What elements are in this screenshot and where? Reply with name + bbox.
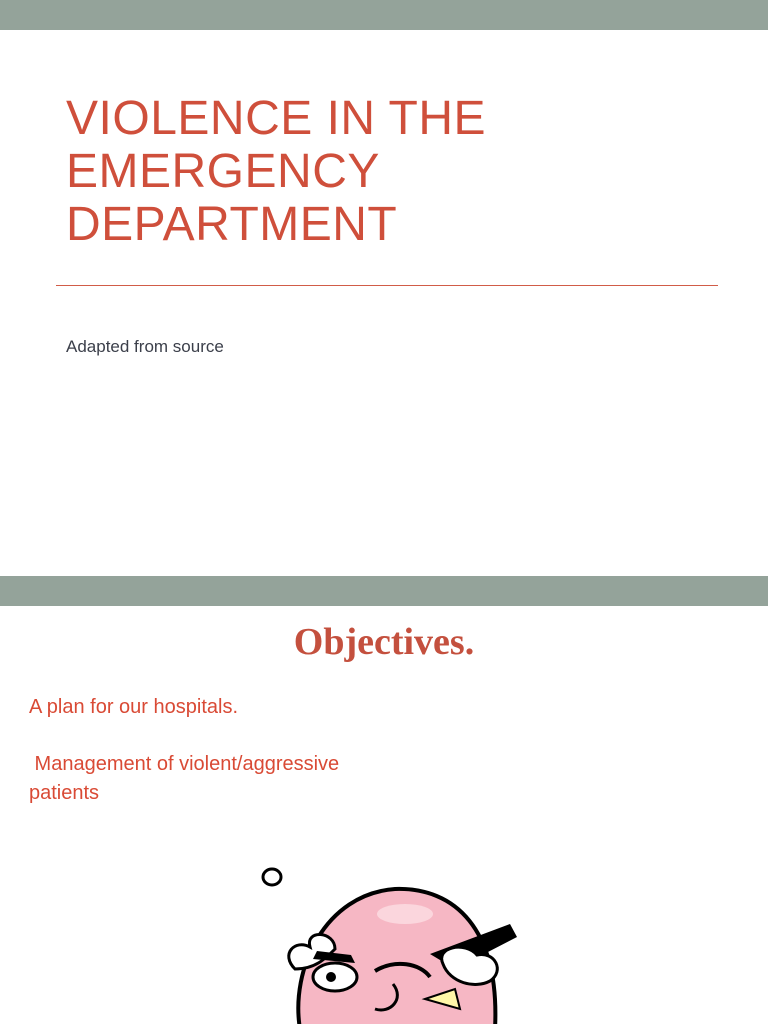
slide-title-heading	[66, 92, 726, 251]
objective-line: A plan for our hospitals.	[29, 696, 239, 718]
objectives-heading: Objectives.	[293, 621, 475, 663]
slide-objectives	[0, 576, 768, 1024]
title-line-1: VIOLENCE IN THE	[66, 92, 487, 145]
title-line-3: DEPARTMENT	[66, 198, 398, 251]
objective-item	[29, 750, 409, 808]
slide-top-bar	[0, 0, 768, 30]
title-divider	[56, 285, 718, 286]
objective-line: Management of violent/aggressive	[29, 753, 340, 775]
objective-item	[29, 693, 409, 722]
angry-man-icon	[255, 859, 525, 1024]
title-line-2: EMERGENCY	[66, 145, 380, 198]
objective-line: patients	[29, 782, 100, 804]
slide-subtitle: Adapted from source	[66, 337, 224, 356]
slide-top-bar	[0, 576, 768, 606]
